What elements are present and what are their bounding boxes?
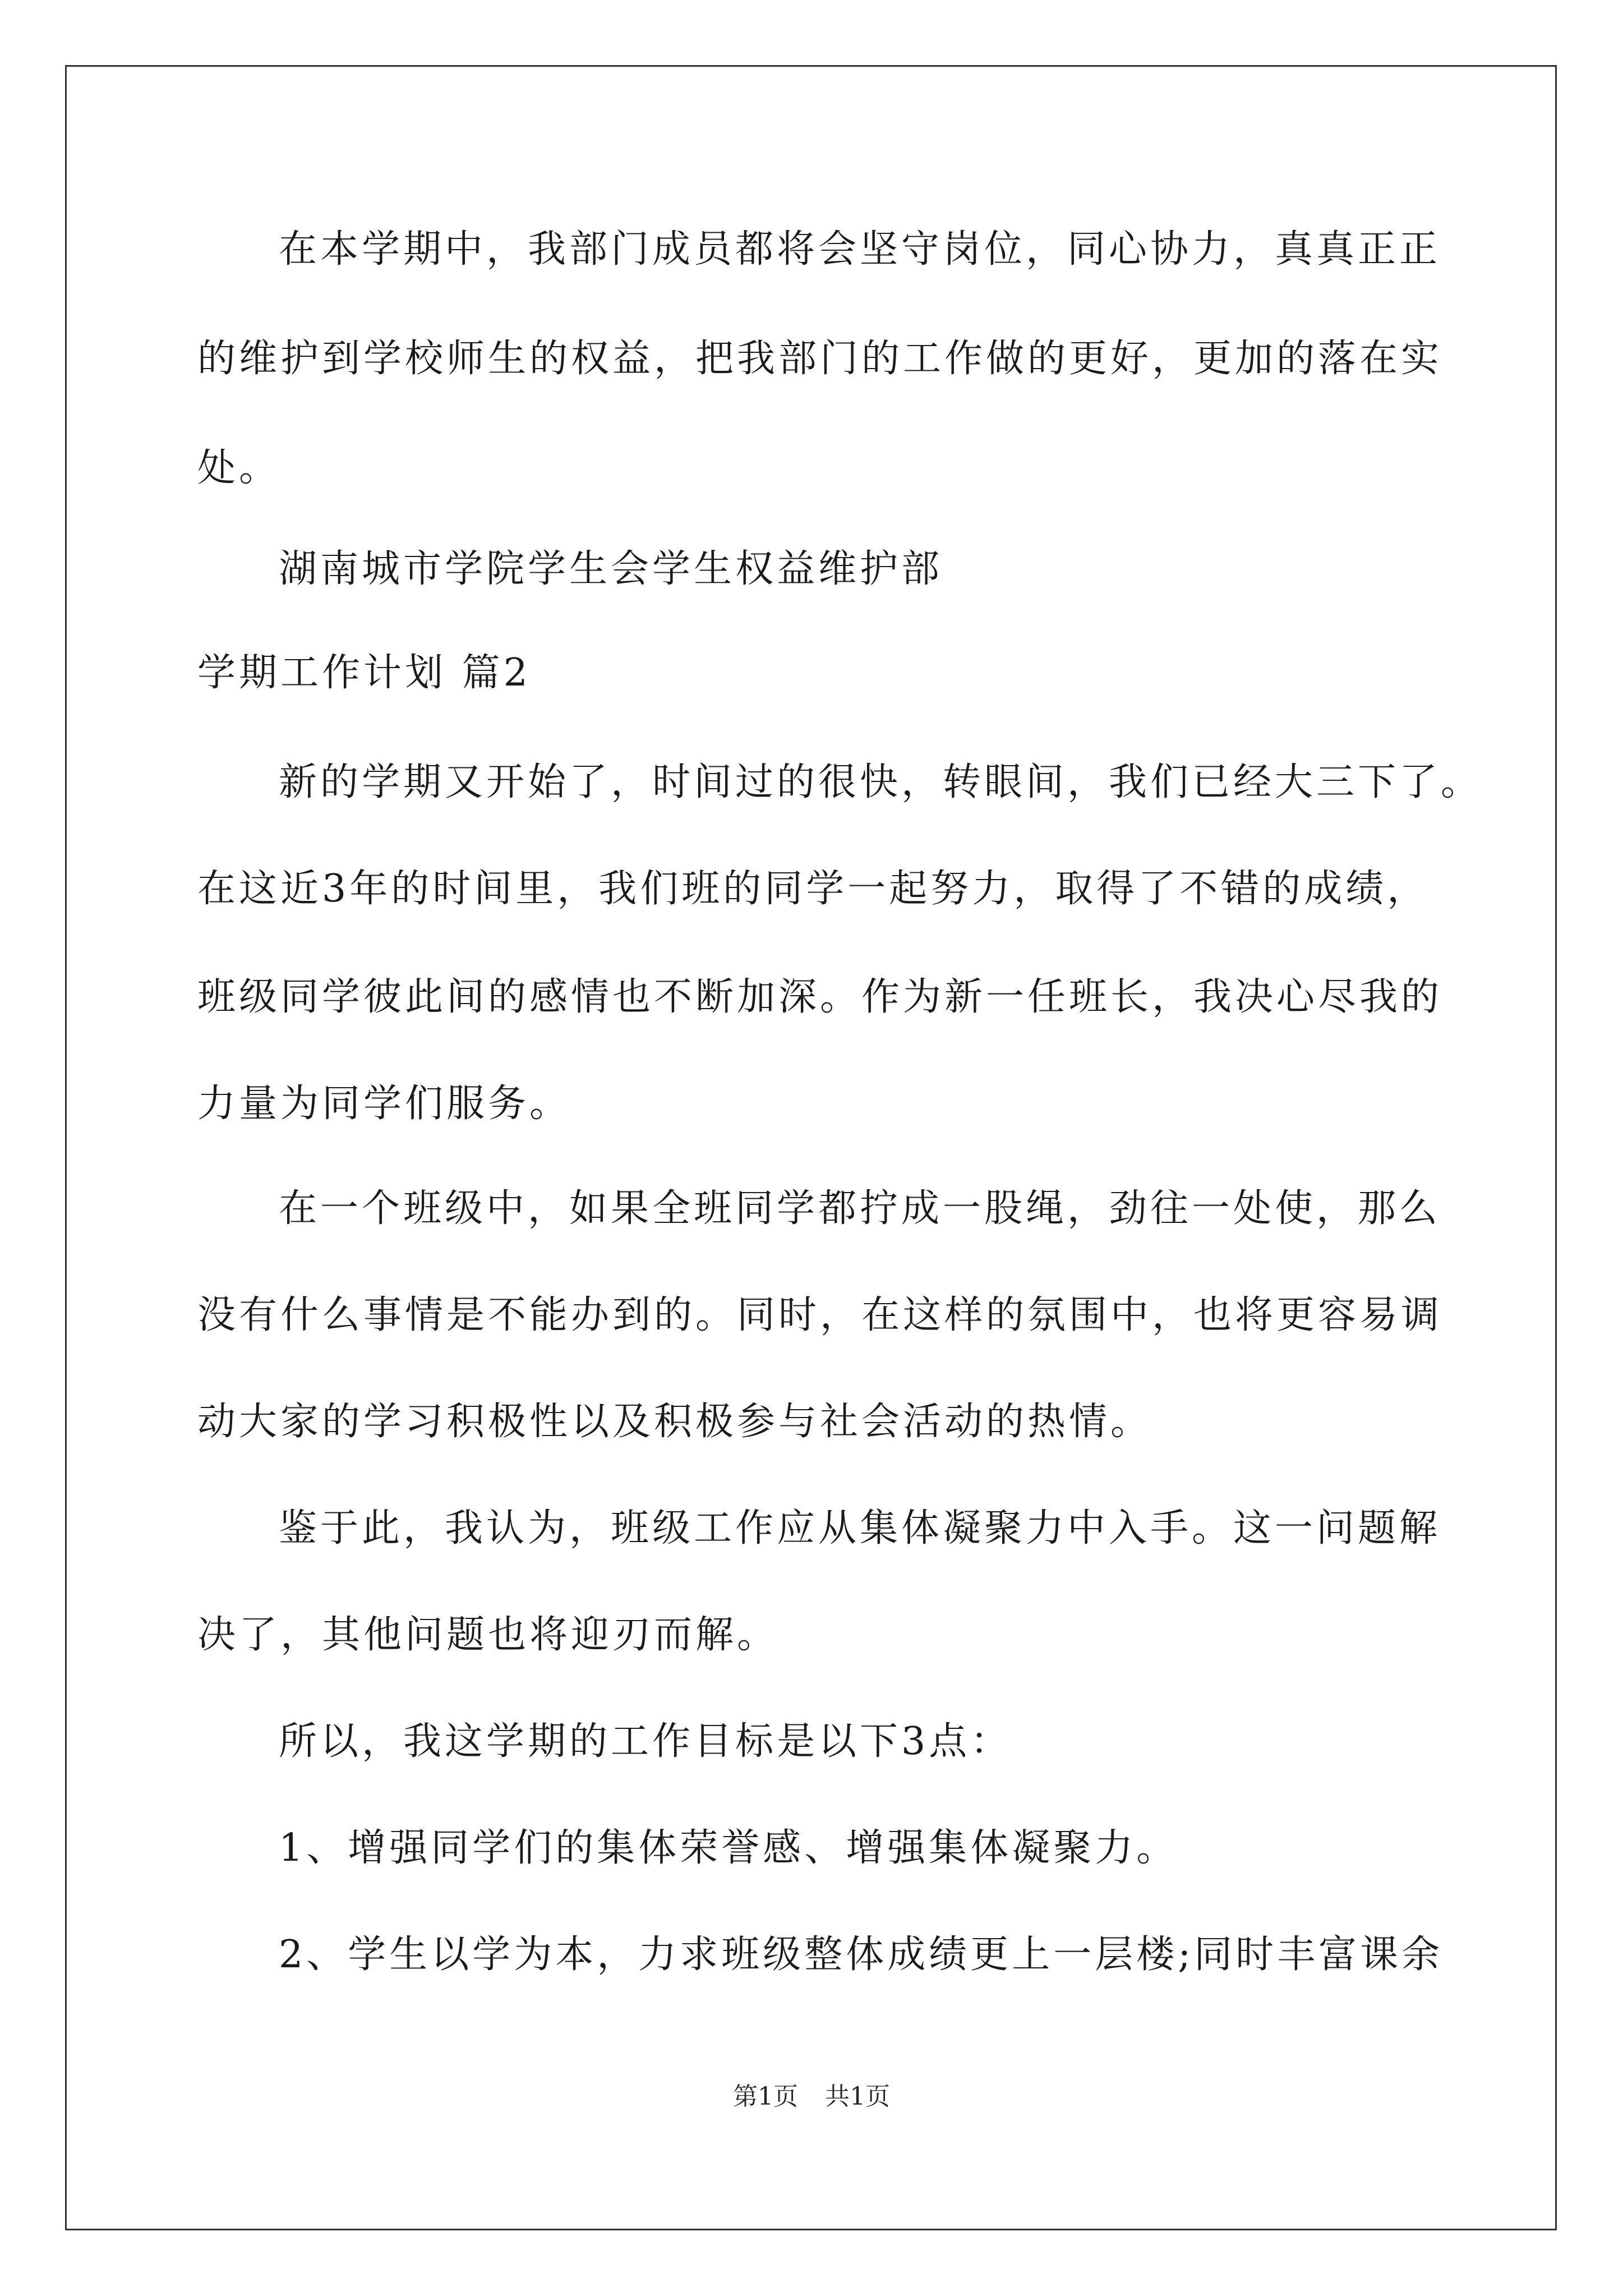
paragraph-line: 在一个班级中，如果全班同学都拧成一股绳，劲往一处使，那么 <box>279 1186 1441 1231</box>
paragraph-line: 的维护到学校师生的权益，把我部门的工作做的更好，更加的落在实 <box>197 337 1443 381</box>
page-total: 共1页 <box>825 2082 890 2111</box>
paragraph-line: 新的学期又开始了，时间过的很快，转眼间，我们已经大三下了。 <box>279 760 1483 804</box>
page-border <box>65 65 1557 2230</box>
paragraph-line: 在本学期中，我部门成员都将会坚守岗位，同心协力，真真正正 <box>279 227 1441 272</box>
paragraph-line: 所以，我这学期的工作目标是以下3点： <box>279 1719 1012 1764</box>
paragraph-line: 处。 <box>197 446 281 490</box>
paragraph-line: 鉴于此，我认为，班级工作应从集体凝聚力中入手。这一问题解 <box>279 1506 1441 1550</box>
list-item: 2、学生以学为本，力求班级整体成绩更上一层楼;同时丰富课余 <box>279 1932 1444 1977</box>
paragraph-line: 没有什么事情是不能办到的。同时，在这样的氛围中，也将更容易调 <box>197 1293 1443 1337</box>
paragraph-line: 动大家的学习积极性以及积极参与社会活动的热情。 <box>197 1400 1152 1444</box>
paragraph-line: 在这近3年的时间里，我们班的同学一起努力，取得了不错的成绩， <box>197 867 1429 911</box>
page-number: 第1页 <box>733 2082 798 2111</box>
paragraph-line: 班级同学彼此间的感情也不断加深。作为新一任班长，我决心尽我的 <box>197 975 1443 1019</box>
signature-line: 湖南城市学院学生会学生权益维护部 <box>279 547 943 591</box>
paragraph-line: 决了，其他问题也将迎刃而解。 <box>197 1613 779 1657</box>
section-heading: 学期工作计划 篇2 <box>197 651 531 695</box>
list-item: 1、增强同学们的集体荣誉感、增强集体凝聚力。 <box>279 1826 1178 1870</box>
paragraph-line: 力量为同学们服务。 <box>197 1082 571 1126</box>
page-footer <box>0 2081 1623 2113</box>
